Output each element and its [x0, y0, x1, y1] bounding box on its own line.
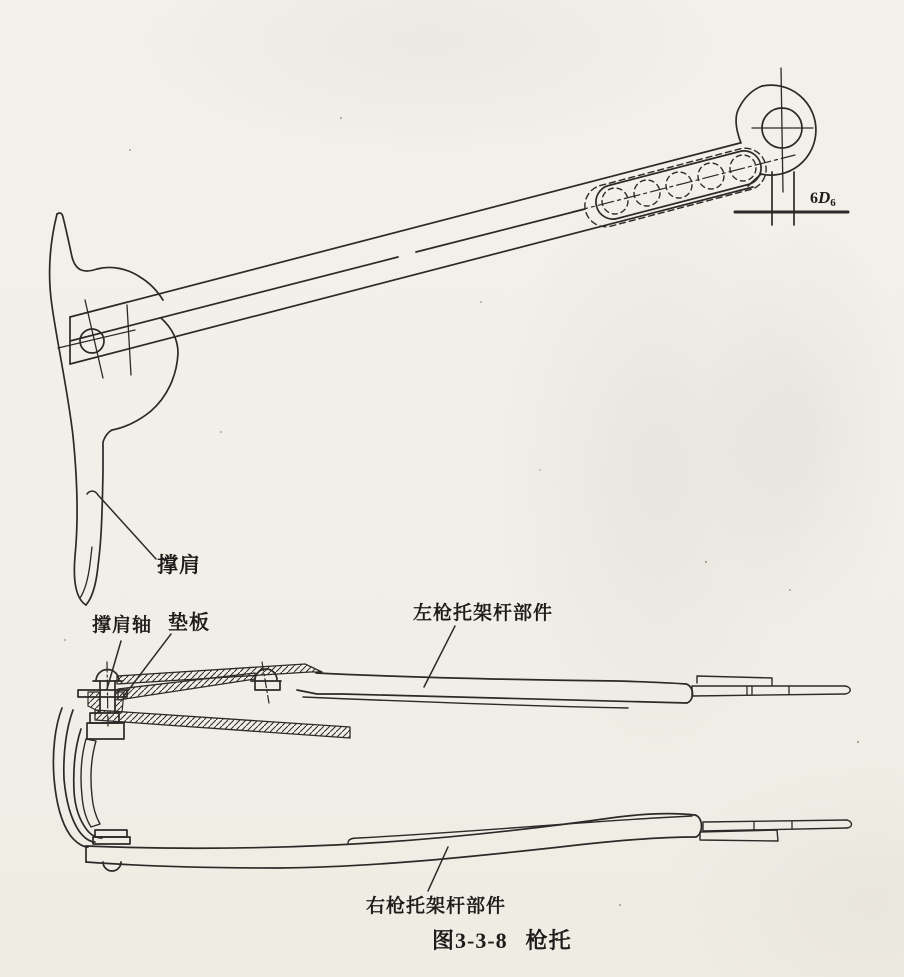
shoulder-support-blade	[50, 213, 178, 605]
dimension-marking	[810, 188, 836, 209]
shoulder-axis-pin	[78, 662, 127, 739]
backing-plate-wedges	[95, 664, 350, 738]
figure-number: 图3-3-8	[432, 928, 508, 953]
label-shoulder-support: 撑肩	[157, 553, 201, 577]
label-right-stock-frame-bar: 右枪托架杆部件	[366, 896, 507, 917]
leader-shoulder-support	[87, 491, 156, 559]
top-view-side-elevation	[50, 68, 848, 605]
figure-caption	[432, 924, 572, 955]
dimension-subscript: 6	[830, 197, 836, 209]
dimension-letter: D	[818, 188, 831, 207]
bottom-view-plan	[53, 626, 851, 891]
leader-right-bar	[428, 847, 448, 891]
label-shoulder-support-axis: 撑肩轴	[92, 615, 153, 636]
right-stock-frame-bar	[86, 814, 852, 868]
scan-specks	[64, 117, 859, 906]
figure-title: 枪托	[525, 928, 572, 953]
label-backing-plate: 垫板	[168, 612, 210, 634]
hole-plate	[572, 148, 795, 227]
left-stock-frame-bar	[297, 673, 850, 708]
label-left-stock-frame-bar: 左枪托架杆部件	[413, 603, 554, 624]
dimension-prefix: 6	[810, 190, 818, 207]
